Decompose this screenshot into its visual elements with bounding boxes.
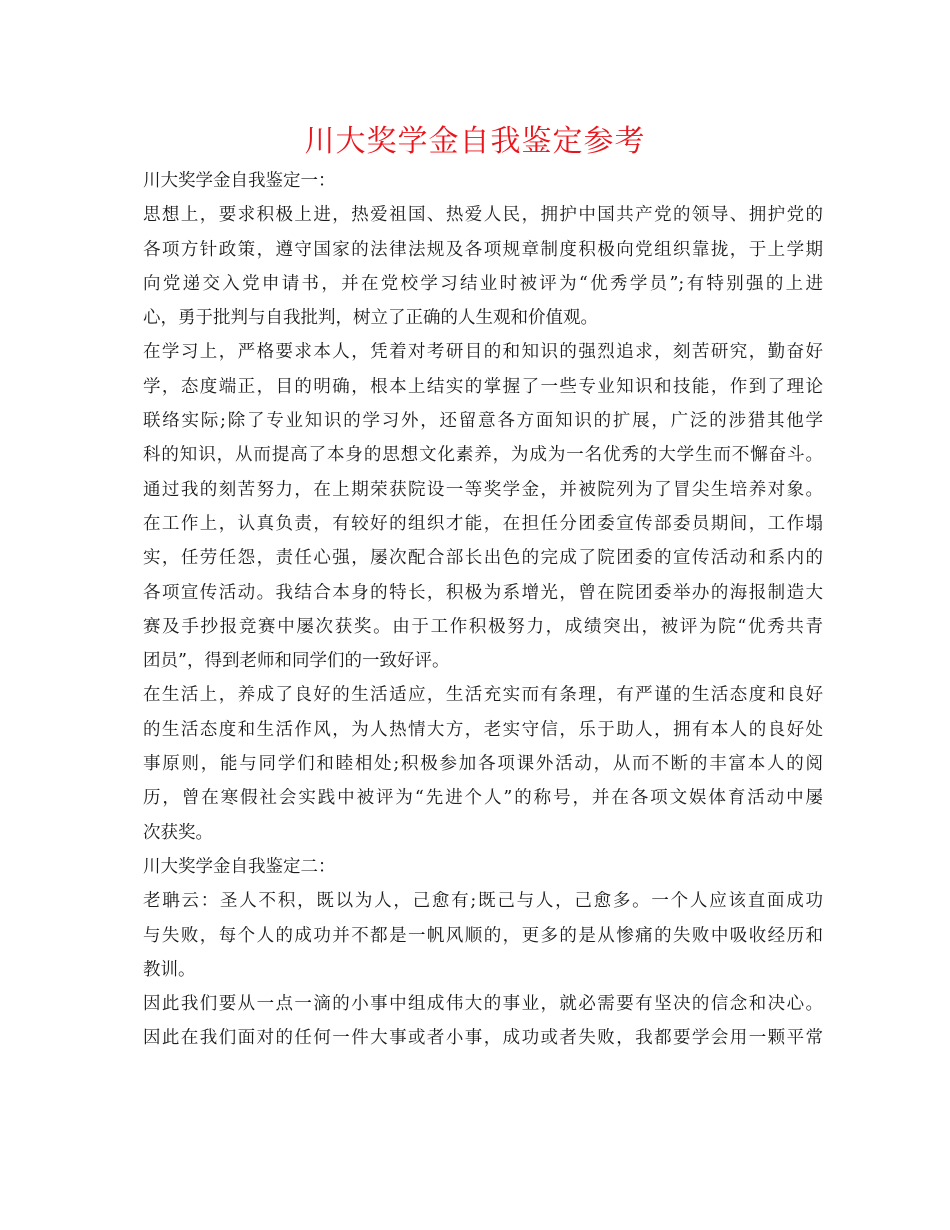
text-line: 联络实际;除了专业知识的学习外，还留意各方面知识的扩展，广泛的涉猎其他学 [143,411,823,432]
text-line: 在生活上，养成了良好的生活适应，生活充实而有条理，有严谨的生活态度和良好 [143,685,823,706]
text-line: 历，曾在寒假社会实践中被评为“先进个人”的称号，并在各项文娱体育活动中屡 [143,788,823,809]
text-line: 实，任劳任怨，责任心强，屡次配合部长出色的完成了院团委的宣传活动和系内的 [143,548,823,569]
text-line: 科的知识，从而提高了本身的思想文化素养，为成为一名优秀的大学生而不懈奋斗。 [143,445,823,466]
text-line: 学，态度端正，目的明确，根本上结实的掌握了一些专业知识和技能，作到了理论 [143,376,823,397]
text-line: 团员”，得到老师和同学们的一致好评。 [143,651,450,672]
text-line: 各项方针政策，遵守国家的法律法规及各项规章制度积极向党组织靠拢，于上学期 [143,239,823,260]
text-line: 在工作上，认真负责，有较好的组织才能，在担任分团委宣传部委员期间，工作塌 [143,513,823,534]
text-line: 向党递交入党申请书，并在党校学习结业时被评为“优秀学员”;有特别强的上进 [143,273,823,294]
text-line: 川大奖学金自我鉴定二： [143,856,336,877]
document-title: 川大奖学金自我鉴定参考 [304,124,646,159]
text-line: 在学习上，严格要求本人，凭着对考研目的和知识的强烈追求，刻苦研究，勤奋好 [143,342,823,363]
text-line: 事原则，能与同学们和睦相处;积极参加各项课外活动，从而不断的丰富本人的阅 [143,754,823,775]
text-line: 老聃云：圣人不积，既以为人，己愈有;既己与人，己愈多。一个人应该直面成功 [143,891,823,912]
text-line: 因此我们要从一点一滴的小事中组成伟大的事业，就必需要有坚决的信念和决心。 [143,994,823,1015]
text-line: 的生活态度和生活作风，为人热情大方，老实守信，乐于助人，拥有本人的良好处 [143,719,823,740]
document-body [143,164,823,1056]
text-line: 次获奖。 [143,822,213,843]
text-line: 通过我的刻苦努力，在上期荣获院设一等奖学金，并被院列为了冒尖生培养对象。 [143,479,823,500]
text-line: 川大奖学金自我鉴定一： [143,171,336,191]
text-line: 思想上，要求积极上进，热爱祖国、热爱人民，拥护中国共产党的领导、拥护党的 [143,205,823,226]
text-line: 教训。 [143,959,196,980]
text-line: 各项宣传活动。我结合本身的特长，积极为系增光，曾在院团委举办的海报制造大 [143,582,823,603]
text-line: 因此在我们面对的任何一件大事或者小事，成功或者失败，我都要学会用一颗平常 [143,1028,823,1049]
text-line: 与失败，每个人的成功并不都是一帆风顺的，更多的是从惨痛的失败中吸收经历和 [143,925,823,946]
text-line: 心，勇于批判与自我批判，树立了正确的人生观和价值观。 [143,308,598,329]
text-line: 赛及手抄报竞赛中屡次获奖。由于工作积极努力，成绩突出，被评为院“优秀共青 [143,616,823,637]
